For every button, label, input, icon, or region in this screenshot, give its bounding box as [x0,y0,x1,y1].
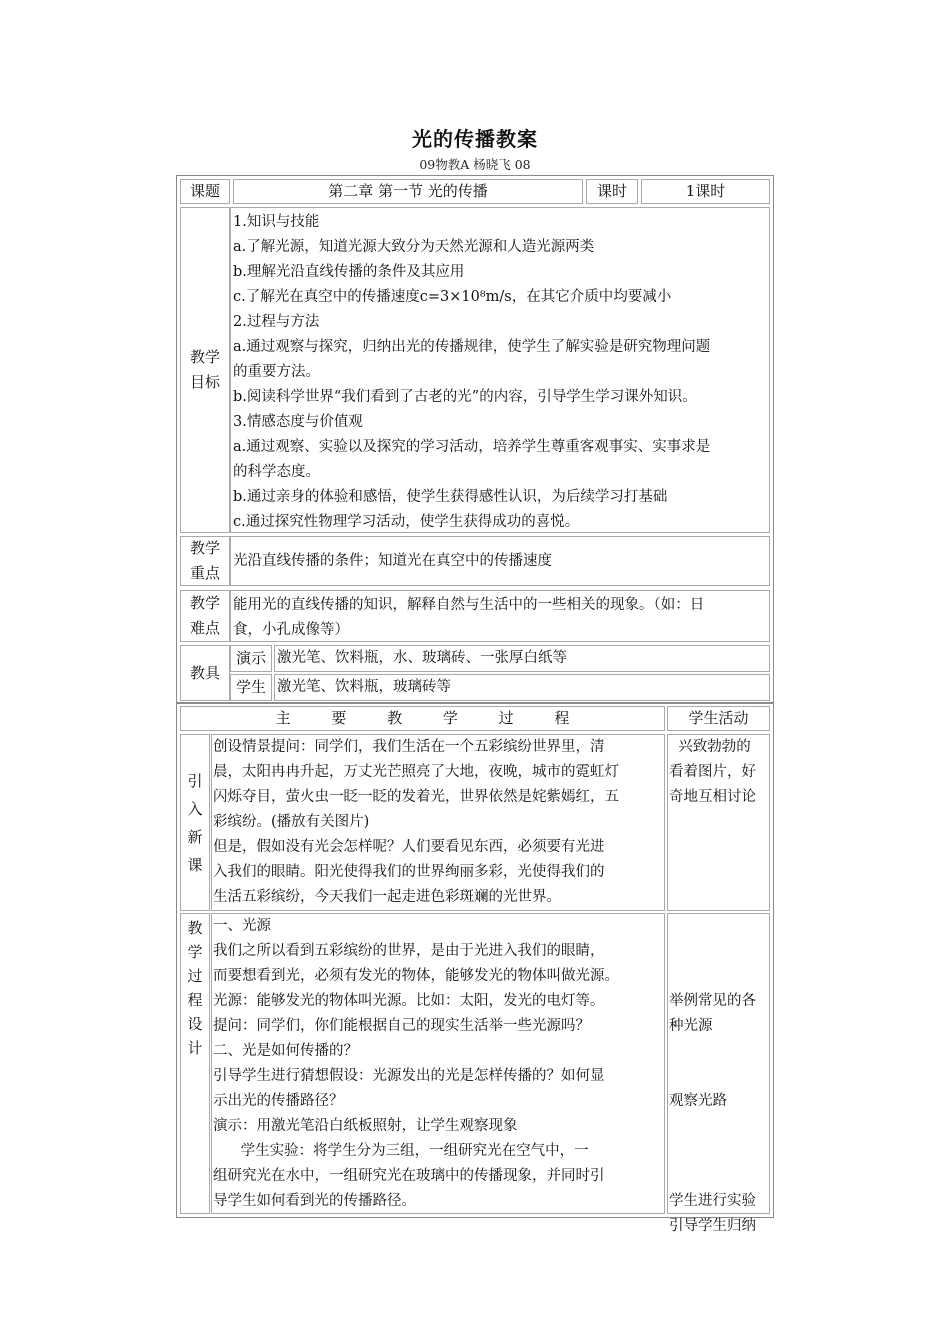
design-content [211,913,665,1214]
design-activity [667,913,770,1234]
intro-line: 闪烁夺目，萤火虫一眨一眨的发着光，世界依然是姹紫嫣红，五 [213,789,619,805]
objective-line: b.理解光沿直线传播的条件及其应用 [233,264,465,280]
activity-line: 奇地互相讨论 [669,789,756,805]
student-value: 激光笔、饮料瓶，玻璃砖等 [274,674,770,701]
activity-line [669,1164,769,1189]
design-line: 光源：能够发光的物体叫光源。比如：太阳，发光的电灯等。 [213,993,605,1009]
difficulties-label: 教学 难点 [180,590,230,642]
objective-line: c.了解光在真空中的传播速度c=3×10⁸m/s，在其它介质中均要减小 [233,289,672,305]
objective-line: a.通过观察、实验以及探究的学习活动，培养学生尊重客观事实、实事求是 [233,439,711,455]
intro-activity [667,734,770,911]
demo-label: 演示 [230,645,272,672]
key-points-content: 光沿直线传播的条件；知道光在真空中的传播速度 [230,536,770,586]
design-line: 我们之所以看到五彩缤纷的世界，是由于光进入我们的眼睛， [213,943,605,959]
design-line: 导学生如何看到光的传播路径。 [213,1193,416,1209]
demo-value: 激光笔、饮料瓶，水、玻璃砖、一张厚白纸等 [274,645,770,672]
activity-line [669,964,769,989]
activity-line [669,1064,769,1089]
activity-line [669,914,769,939]
activity-line: 观察光路 [669,1093,727,1109]
activity-line: 学生进行实验 [669,1193,756,1209]
key-points-label: 教学 重点 [180,536,230,586]
period-label: 课时 [586,179,638,204]
design-line: 示出光的传播路径？ [213,1093,344,1109]
intro-line: 创设情景提问：同学们，我们生活在一个五彩缤纷世界里，清 [213,739,605,755]
intro-label: 引 入 新 课 [180,734,210,911]
objective-line: 1.知识与技能 [233,214,320,230]
design-line: 而要想看到光，必须有发光的物体，能够发光的物体叫做光源。 [213,968,619,984]
activity-line [669,1039,769,1064]
design-label: 教 学 过 程 设 计 [180,913,210,1214]
process-header: 主 要 教 学 过 程 [180,706,665,731]
intro-line: 但是，假如没有光会怎样呢？人们要看见东西，必须要有光进 [213,839,605,855]
activity-line: 举例常见的各 [669,993,756,1009]
intro-line: 入我们的眼睛。阳光使得我们的世界绚丽多彩，光使得我们的 [213,864,605,880]
intro-content [211,734,665,911]
activity-line: 兴致勃勃的 [669,739,751,755]
objective-line: b.阅读科学世界“我们看到了古老的光”的内容，引导学生学习课外知识。 [233,389,697,405]
difficulty-line: 能用光的直线传播的知识，解释自然与生活中的一些相关的现象。（如：日 [233,597,705,613]
design-line: 组研究光在水中，一组研究光在玻璃中的传播现象，并同时引 [213,1168,605,1184]
objective-line: 的科学态度。 [233,464,320,480]
activity-line [669,939,769,964]
intro-line: 彩缤纷。(播放有关图片) [213,814,370,830]
activity-line: 种光源 [669,1018,713,1034]
document-title: 光的传播教案 [412,127,538,151]
objectives-label: 教学 目标 [180,207,230,533]
subject-label: 课题 [180,179,230,204]
intro-line: 晨，太阳冉冉升起，万丈光芒照亮了大地，夜晚，城市的霓虹灯 [213,764,619,780]
design-line: 二、光是如何传播的？ [213,1043,358,1059]
difficulty-line: 食，小孔成像等） [233,622,349,638]
activity-line: 引导学生归纳 [669,1218,756,1234]
design-line: 学生实验：将学生分为三组，一组研究光在空气中，一 [213,1143,589,1159]
objective-line: c.通过探究性物理学习活动，使学生获得成功的喜悦。 [233,514,580,530]
objectives-content [230,207,770,533]
activity-line [669,1139,769,1164]
design-line: 演示：用激光笔沿白纸板照射，让学生观察现象 [213,1118,518,1134]
activity-header: 学生活动 [667,706,770,731]
objective-line: b.通过亲身的体验和感悟，使学生获得感性认识，为后续学习打基础 [233,489,668,505]
objective-line: 2.过程与方法 [233,314,320,330]
activity-line: 看着图片，好 [669,764,756,780]
difficulties-content [230,590,770,642]
tools-label: 教具 [180,645,230,701]
period-value: 1课时 [641,179,770,204]
objective-line: a.通过观察与探究，归纳出光的传播规律，使学生了解实验是研究物理问题 [233,339,711,355]
intro-line: 生活五彩缤纷，今天我们一起走进色彩斑斓的光世界。 [213,889,561,905]
subject-value: 第二章 第一节 光的传播 [233,179,583,204]
objective-line: a.了解光源，知道光源大致分为天然光源和人造光源两类 [233,239,595,255]
design-line: 引导学生进行猜想假设：光源发出的光是怎样传播的？如何显 [213,1068,605,1084]
activity-line [669,1114,769,1139]
student-label: 学生 [230,674,272,701]
objective-line: 3.情感态度与价值观 [233,414,363,430]
objective-line: 的重要方法。 [233,364,320,380]
design-line: 一、光源 [213,918,271,934]
document-subtitle: 09物教A 杨晓飞 08 [419,157,531,172]
design-line: 提问：同学们，你们能根据自己的现实生活举一些光源吗？ [213,1018,590,1034]
